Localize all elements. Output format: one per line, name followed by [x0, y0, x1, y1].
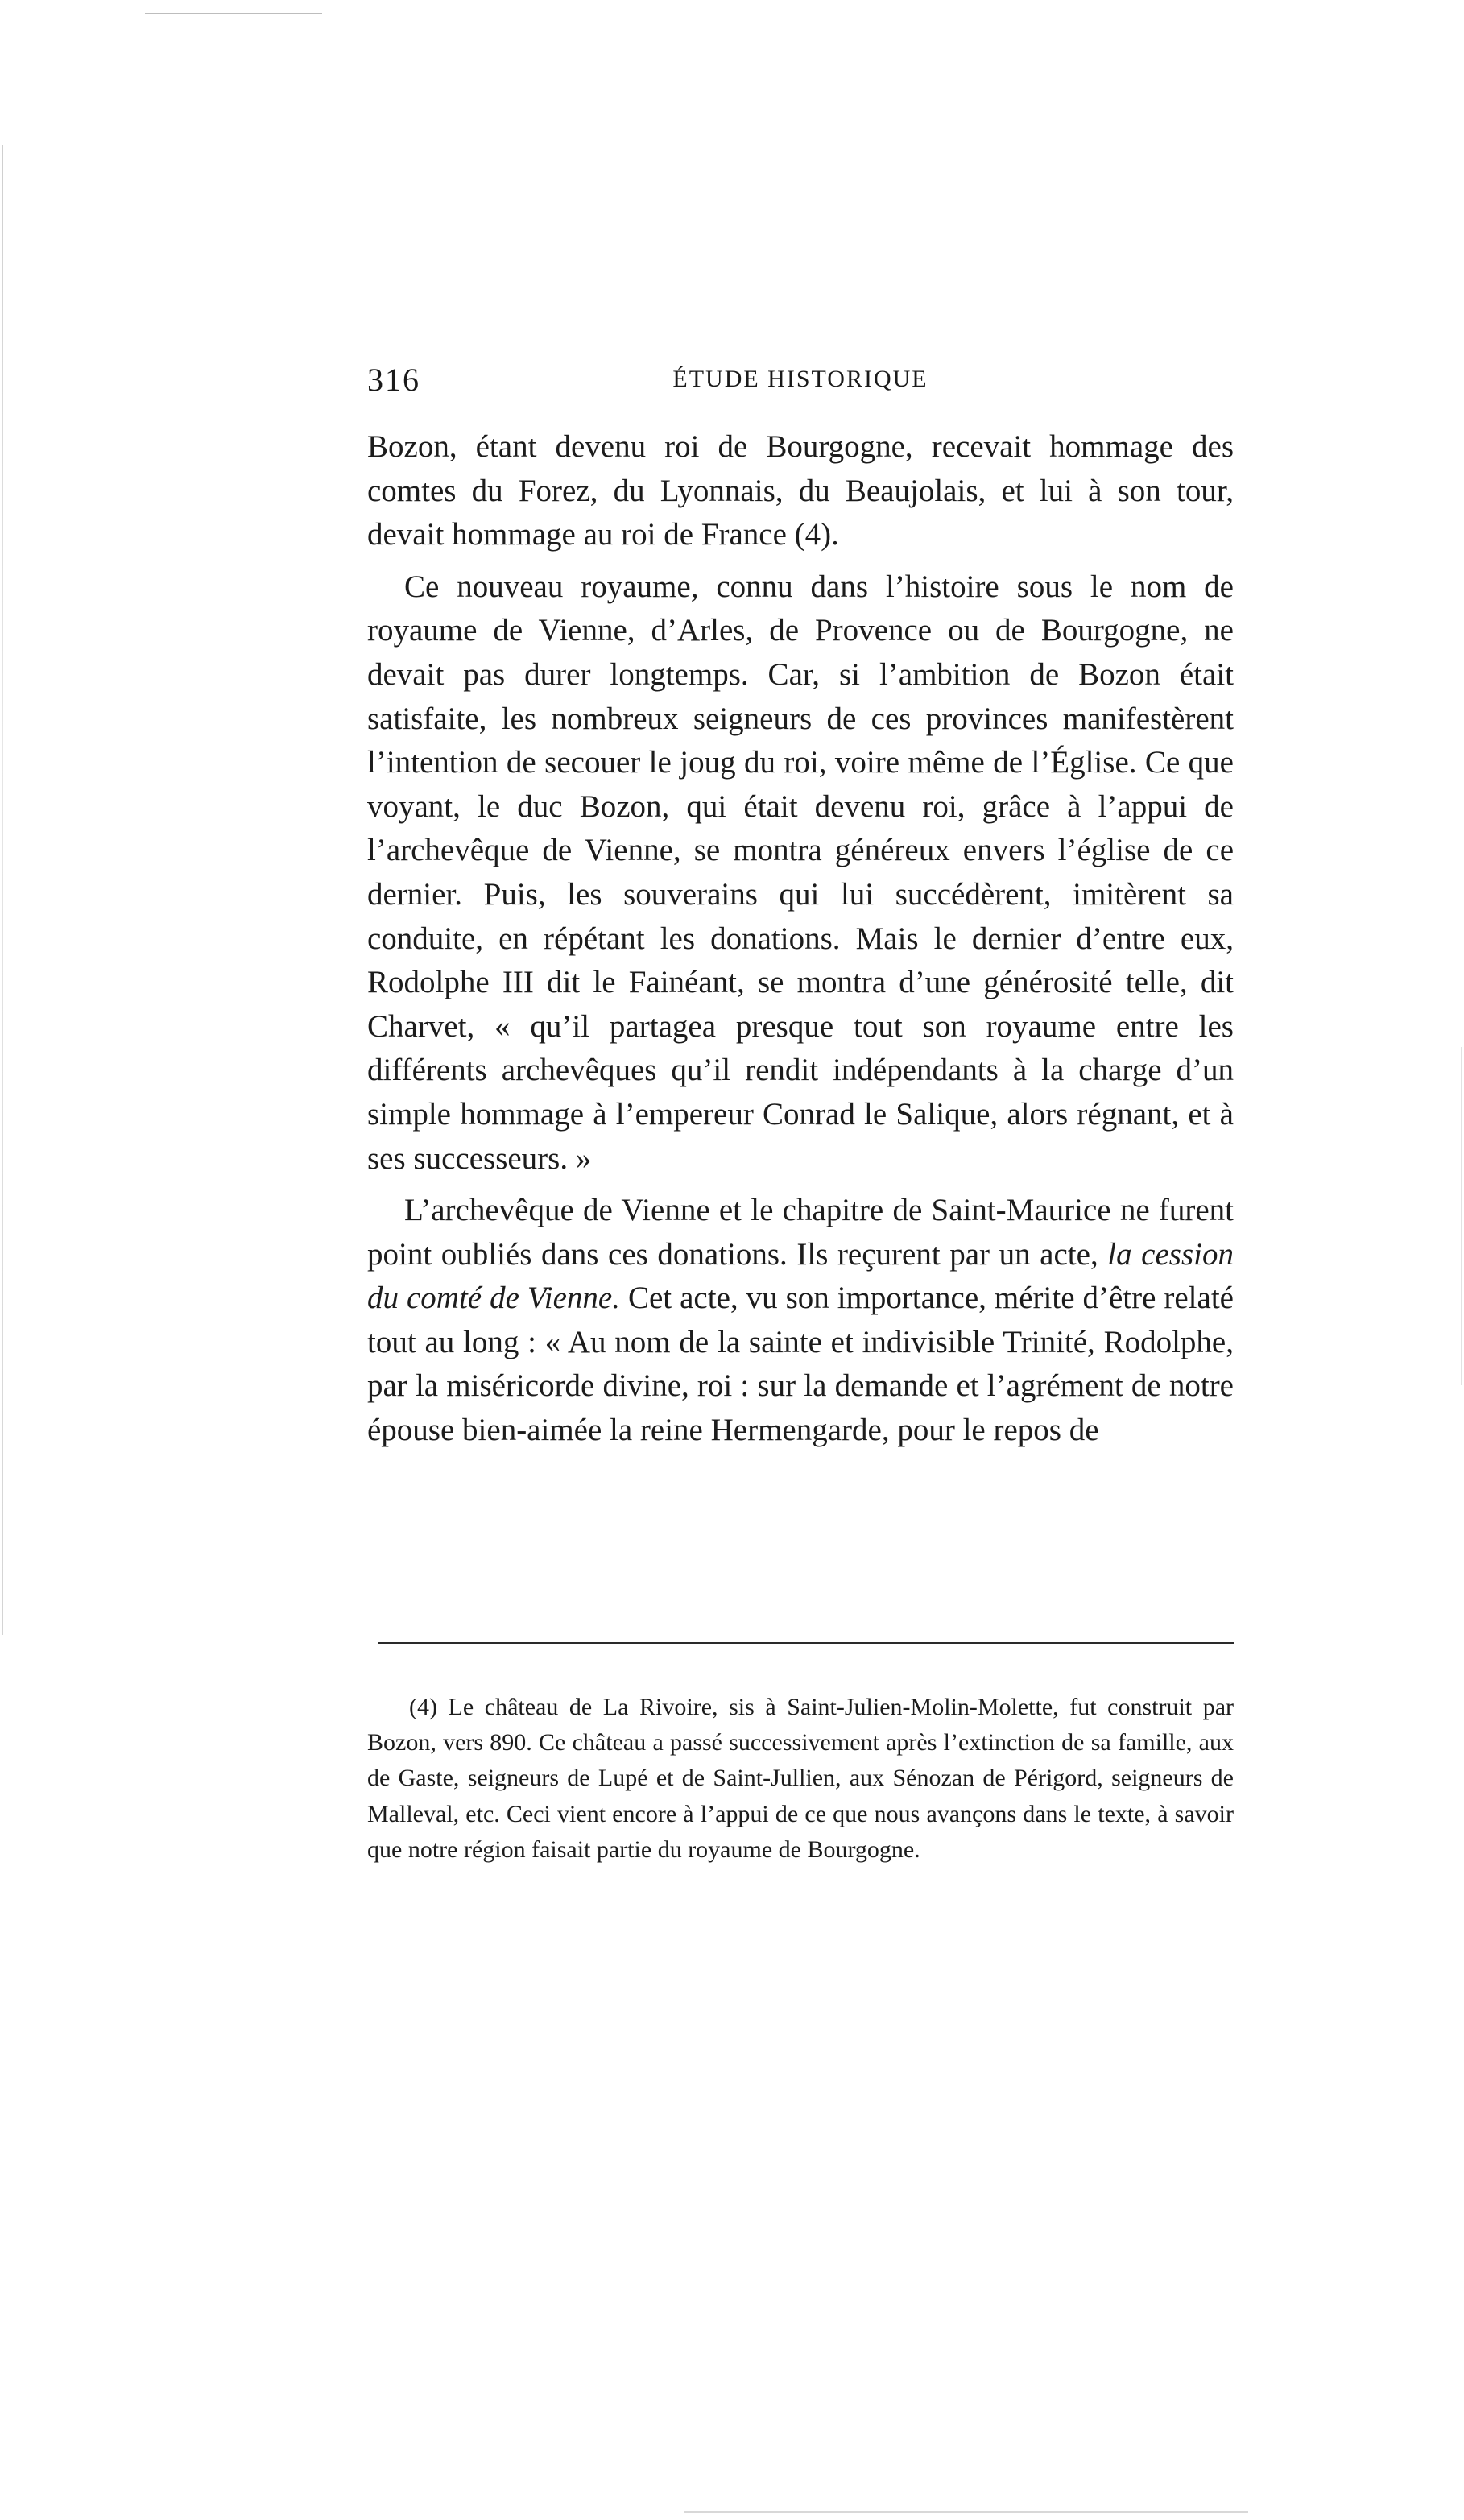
- footnote-separator-rule: [378, 1642, 1234, 1644]
- scan-mark-top: [145, 13, 322, 14]
- paragraph-3-text-start: L’archevêque de Vienne et le chapitre de Saint-Maurice ne furent point oubliés dans ces donations. Ils reçurent par un acte,: [367, 1193, 1234, 1272]
- page-edge-shadow-right: [1461, 1047, 1462, 1385]
- footnote-4-text: (4) Le château de La Rivoire, sis à Saint-Julien-Molin-Molette, fut construit par Bozon, vers 890. Ce château a passé successivement après l’extinction de sa famille, aux de Gaste, seigneurs de Lupé et de Saint-Jullien, aux Sénozan de Périgord, seigneurs de Malleval, etc. Ceci vient encore à l’appui de ce que nous avançons dans le texte, à savoir que notre région faisait partie du royaume de Bourgogne.: [367, 1694, 1234, 1863]
- running-title: ÉTUDE HISTORIQUE: [672, 366, 928, 392]
- paragraph-3-text-end: Cet acte, vu son importance, mérite d’être relaté tout au long : « Au nom de la sainte et indivisible Trinité, Rodolphe, par la miséricorde divine, roi : sur la demande et l’agrément de notre épouse bien-aimée la reine Hermengarde, pour le repos de: [367, 1281, 1234, 1448]
- paragraph-1: Bozon, étant devenu roi de Bourgogne, recevait hommage des comtes du Forez, du Lyonnais, du Beaujolais, et lui à son tour, devait hommage au roi de France (4).: [367, 429, 1234, 552]
- paragraph-2: Ce nouveau royaume, connu dans l’histoire sous le nom de royaume de Vienne, d’Arles, de Provence ou de Bourgogne, ne devait pas durer longtemps. Car, si l’ambition de Bozon était satisfaite, les nombreux seigneurs de ces provinces manifestèrent l’intention de secouer le joug du roi, voire même de l’Église. Ce que voyant, le duc Bozon, qui était devenu roi, grâce à l’appui de l’archevêque de Vienne, se montra généreux envers l’église de ce dernier. Puis, les souverains qui lui succédèrent, imitèrent sa conduite, en répétant les donations. Mais le dernier d’entre eux, Rodolphe III dit le Fainéant, se montra d’une générosité telle, dit Charvet, « qu’il partagea presque tout son royaume entre les différents archevêques qu’il rendit indépendants à la charge d’un simple hommage à l’empereur Conrad le Salique, alors régnant, et à ses successeurs. »: [367, 569, 1234, 1176]
- scan-mark-bottom: [684, 2511, 1248, 2513]
- main-text: [367, 425, 1234, 1461]
- footnote: [367, 1690, 1234, 1868]
- running-head: [367, 361, 1234, 409]
- page-number: 316: [367, 362, 420, 398]
- paragraph-3-italic-title: la cession du comté de Vienne.: [367, 1236, 1234, 1316]
- paragraph-3: [367, 1189, 1234, 1453]
- page-edge-shadow-left: [2, 145, 3, 1635]
